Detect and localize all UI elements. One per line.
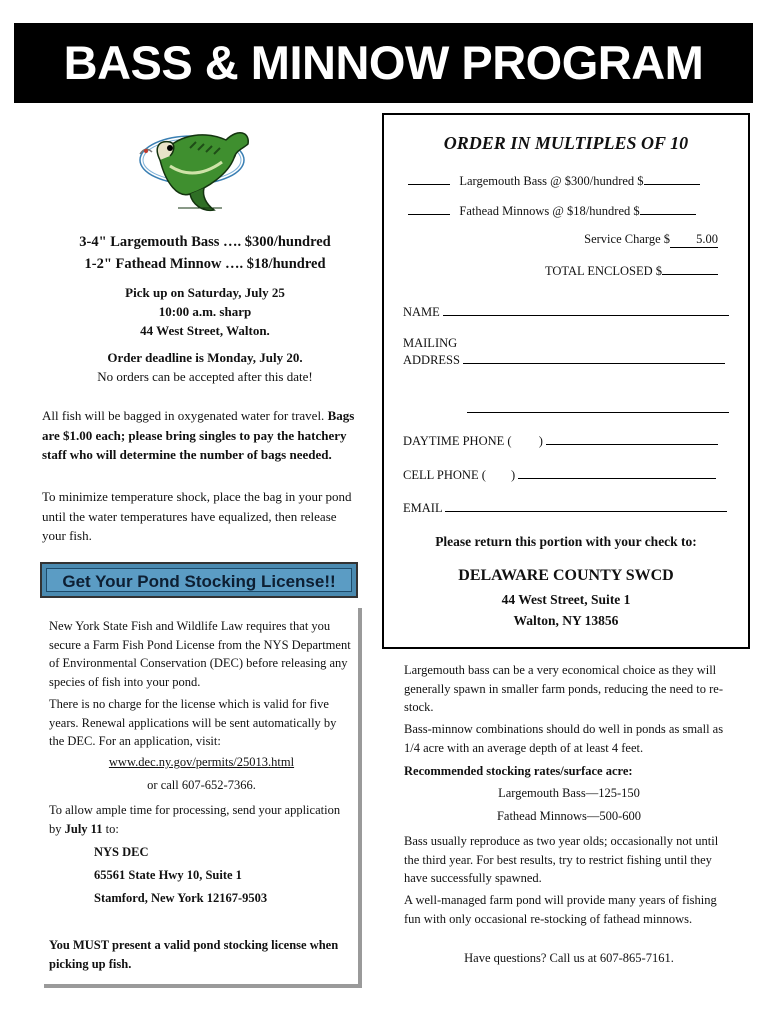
name-label: NAME: [403, 305, 440, 319]
cell-phone-label: CELL PHONE (: [403, 468, 486, 482]
minnow-amount-field[interactable]: [640, 202, 696, 215]
minnow-price: 1-2" Fathead Minnow …. $18/hundred: [84, 256, 326, 272]
minnow-order-line: [408, 202, 738, 219]
bass-price: 3-4" Largemouth Bass …. $300/hundred: [79, 234, 331, 250]
title-bar: [14, 23, 753, 103]
pickup-time: 10:00 a.m. sharp: [158, 304, 252, 319]
dec-permit-link[interactable]: www.dec.ny.gov/permits/25013.html: [108, 755, 295, 769]
dec-phone: or call 607-652-7366.: [147, 778, 256, 792]
total-label: TOTAL ENCLOSED $: [544, 264, 662, 278]
total-line: [500, 262, 718, 279]
bass-order-line: [408, 172, 738, 189]
total-field[interactable]: [662, 262, 718, 275]
questions-contact: Have questions? Call us at 607-865-7161.: [464, 951, 674, 965]
license-requirement: New York State Fish and Wildlife Law requires that you secure a Farm Fish Pond License from the NYS Department of Environmental Conservation (DEC) before releasing any species of fish into your pond.: [49, 619, 351, 689]
bagging-bold: Bags are $1.00 each; please bring singles to pay the hatchery staff who will determine the number of bags needed.: [42, 408, 355, 462]
license-banner-text: Get Your Pond Stocking License!!: [62, 572, 336, 591]
stocking-rate-minnow: Fathead Minnows—500-600: [496, 809, 642, 823]
deadline-text-pre: To allow ample time for processing, send your application by: [49, 803, 341, 836]
page-title: BASS & MINNOW PROGRAM: [63, 36, 704, 89]
well-managed-info: A well-managed farm pond will provide many years of fishing fun with only occasional re-stocking of fathead minnows.: [404, 893, 717, 926]
stocking-rate-bass: Largemouth Bass—125-150: [498, 786, 640, 800]
temperature-info: To minimize temperature shock, place the bag in your pond until the water temperatures have equalized, then release your fish.: [42, 489, 352, 543]
bass-order-label: Largemouth Bass @ $300/hundred $: [459, 174, 644, 188]
license-deadline: [49, 801, 354, 838]
bagging-normal: All fish will be bagged in oxygenated water for travel.: [42, 408, 325, 423]
bass-economical-info: Largemouth bass can be a very economical choice as they will generally spawn in smaller farm ponds, reducing the need to re-stock.: [404, 663, 723, 714]
pond-size-info: Bass-minnow combinations should do well in ponds as small as 1/4 acre with an average depth of at least 4 feet.: [404, 722, 724, 755]
deadline-date: July 11: [64, 821, 103, 836]
license-banner-inner: [46, 568, 352, 592]
largemouth-bass-icon: [130, 118, 260, 218]
org-city: Walton, NY 13856: [513, 613, 619, 628]
reproduction-info: Bass usually reproduce as two year olds; occasionally not until the third year. For best results, try to restrict fishing until they have successfully spawned.: [404, 834, 719, 885]
bass-amount-field[interactable]: [644, 172, 700, 185]
minnow-qty-field[interactable]: [408, 202, 450, 215]
dec-address-line1: NYS DEC: [94, 845, 149, 859]
no-orders-note: No orders can be accepted after this date!: [97, 369, 313, 384]
email-line: [403, 499, 733, 516]
stocking-rates-heading: Recommended stocking rates/surface acre:: [404, 764, 633, 778]
deadline-text-post: to:: [102, 821, 119, 836]
cell-phone-field[interactable]: [518, 466, 716, 479]
license-banner: [40, 562, 358, 598]
mailing-label: MAILING: [403, 336, 458, 350]
daytime-phone-field[interactable]: [546, 432, 718, 445]
service-charge-line: [500, 232, 718, 248]
email-field[interactable]: [445, 499, 727, 512]
address-label: ADDRESS: [403, 353, 460, 367]
dec-address-line2: 65561 State Hwy 10, Suite 1: [94, 868, 242, 882]
name-line: [403, 303, 733, 320]
order-heading: ORDER IN MULTIPLES OF 10: [443, 133, 689, 153]
service-charge-label: Service Charge $: [584, 232, 670, 246]
name-field[interactable]: [443, 303, 729, 316]
cell-phone-line: [403, 466, 733, 483]
bagging-info: [42, 406, 362, 465]
paren-close: ): [511, 468, 516, 482]
org-name: DELAWARE COUNTY SWCD: [458, 567, 674, 584]
mailing-line: [403, 336, 733, 368]
return-instructions: Please return this portion with your check to:: [435, 534, 697, 549]
service-charge-value: 5.00: [670, 232, 718, 248]
daytime-phone-label: DAYTIME PHONE (: [403, 434, 512, 448]
address-field-2[interactable]: [467, 400, 729, 413]
pickup-location: 44 West Street, Walton.: [140, 323, 270, 338]
bass-qty-field[interactable]: [408, 172, 450, 185]
daytime-phone-line: [403, 432, 733, 449]
order-deadline: Order deadline is Monday, July 20.: [107, 350, 303, 365]
license-renewal: There is no charge for the license which is valid for five years. Renewal applications will be sent automatically by the DEC. For an application, visit:: [49, 697, 337, 748]
pickup-date: Pick up on Saturday, July 25: [125, 285, 285, 300]
minnow-order-label: Fathead Minnows @ $18/hundred $: [459, 204, 640, 218]
org-street: 44 West Street, Suite 1: [501, 592, 631, 607]
paren-close: ): [538, 434, 543, 448]
address-field-1[interactable]: [463, 351, 725, 364]
dec-address-line3: Stamford, New York 12167-9503: [94, 891, 268, 905]
license-must-present: You MUST present a valid pond stocking license when picking up fish.: [49, 938, 339, 971]
email-label: EMAIL: [403, 501, 443, 515]
